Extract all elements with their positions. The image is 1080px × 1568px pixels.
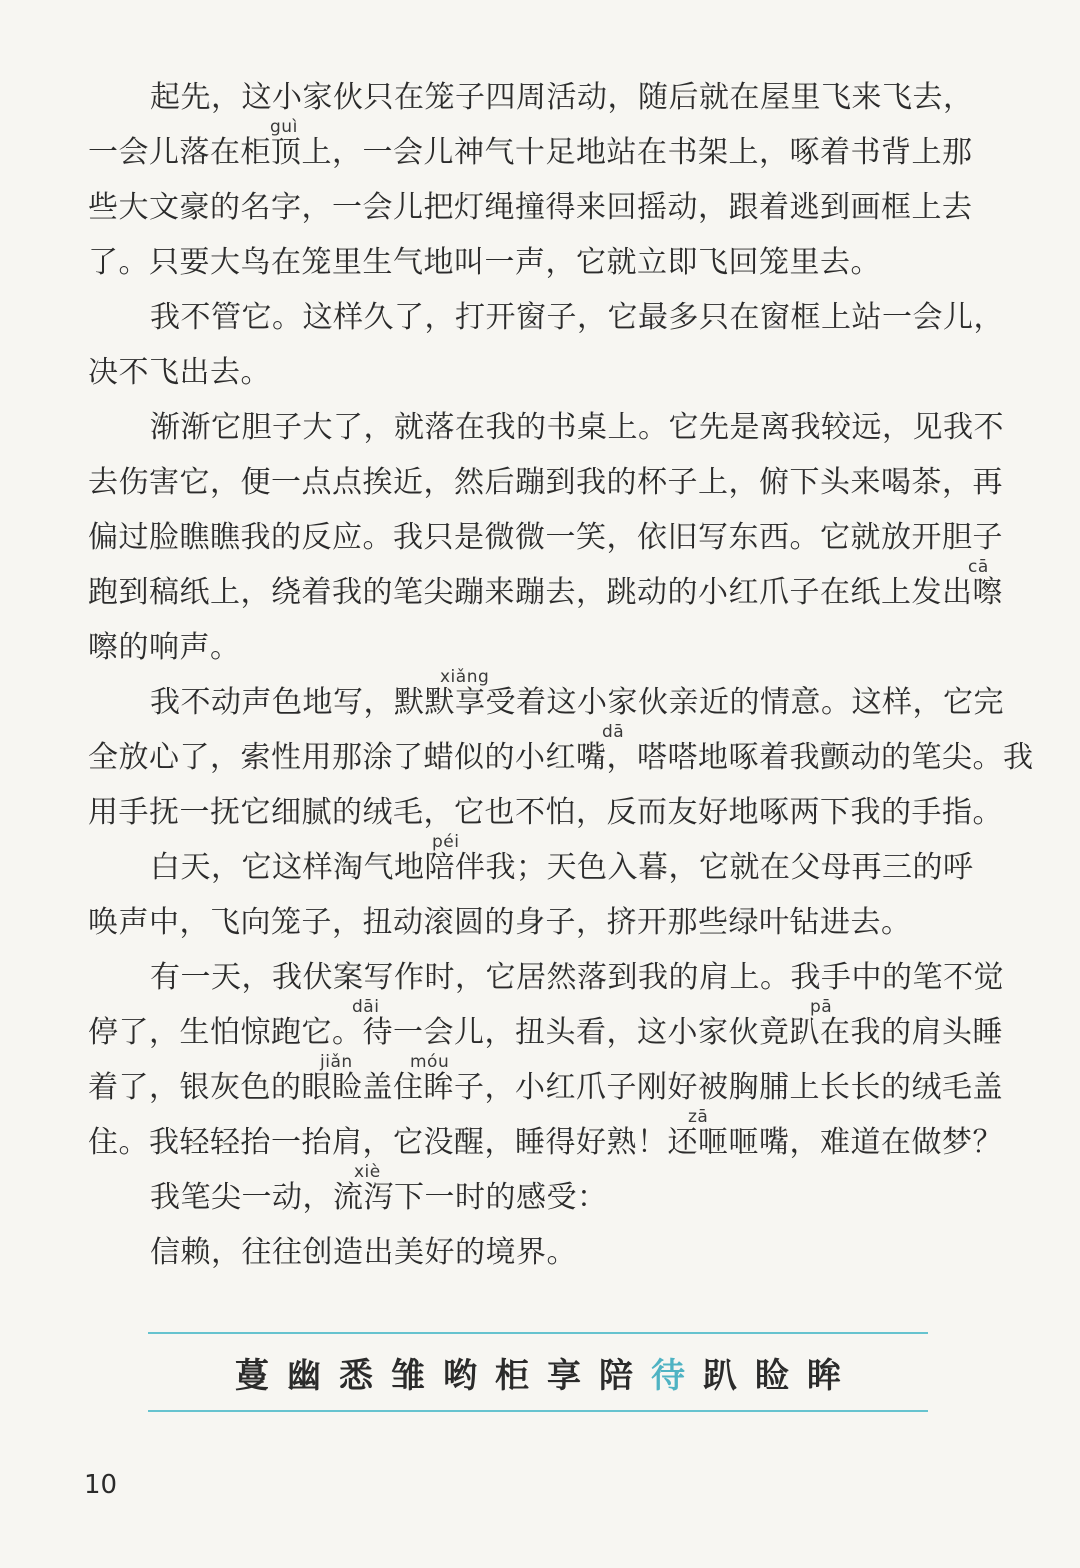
vocab-character: 雏 [391,1355,425,1396]
text-line [88,667,1004,730]
new-characters-box [148,1332,928,1412]
vocab-character: 柜 [495,1355,529,1396]
pinyin-annotation: pā [810,997,833,1017]
pinyin-annotation: cā [968,557,989,577]
vocab-character: 趴 [703,1355,737,1396]
vocab-character: 睑 [755,1355,789,1396]
line-text: 一会儿落在柜顶上，一会儿神气十足地站在书架上，啄着书背上那 [88,135,973,170]
line-text: 信赖，往往创造出美好的境界。 [150,1235,577,1270]
line-text: 用手抚一抚它细腻的绒毛，它也不怕，反而友好地啄两下我的手指。 [88,795,1003,830]
text-line [88,345,998,400]
text-line [88,70,998,125]
line-text: 全放心了，索性用那涂了蜡似的小红嘴，嗒嗒地啄着我颤动的笔尖。我 [88,740,1034,775]
line-text: 渐渐它胆子大了，就落在我的书桌上。它先是离我较远，见我不 [150,410,1004,445]
line-text: 起先，这小家伙只在笼子四周活动，随后就在屋里飞来飞去， [150,80,974,115]
line-text: 我不动声色地写，默默享受着这小家伙亲近的情意。这样，它完 [150,685,1004,720]
text-line [88,1162,998,1225]
text-line [88,895,998,950]
vocab-character: 享 [547,1355,581,1396]
line-text: 住。我轻轻抬一抬肩，它没醒，睡得好熟！还咂咂嘴，难道在做梦？ [88,1125,1003,1160]
text-line [88,290,1004,345]
vocab-character: 悉 [339,1355,373,1396]
text-line [88,235,998,290]
line-text: 些大文豪的名字，一会儿把灯绳撞得来回摇动，跟着逃到画框上去 [88,190,973,225]
pinyin-annotation: jiǎn [320,1052,353,1072]
pinyin-annotation: xiǎng [440,667,490,687]
line-text: 我笔尖一动，流泻下一时的感受： [150,1180,608,1215]
line-text: 决不飞出去。 [88,355,271,390]
pinyin-annotation: dā [602,722,625,742]
text-line [88,1052,1003,1115]
vocab-character: 幽 [287,1355,321,1396]
vocab-character: 眸 [807,1355,841,1396]
pinyin-annotation: péi [432,832,460,852]
text-line [88,950,1004,1005]
text-line [88,785,1003,840]
text-line [88,832,998,895]
line-text: 了。只要大鸟在笼里生气地叫一声，它就立即飞回笼里去。 [88,245,881,280]
line-text: 着了，银灰色的眼睑盖住眸子，小红爪子刚好被胸脯上长长的绒毛盖 [88,1070,1003,1105]
text-line [88,1225,998,1280]
pinyin-annotation: guì [270,117,298,137]
text-line [88,400,1004,455]
line-text: 白天，它这样淘气地陪伴我；天色入暮，它就在父母再三的呼 [150,850,974,885]
vocab-character: 蔓 [235,1355,269,1396]
text-line [88,180,998,235]
text-line [88,997,1003,1060]
story-text [88,70,1034,1280]
line-text: 偏过脸瞧瞧我的反应。我只是微微一笑，依旧写东西。它就放开胆子 [88,520,1003,555]
line-text: 嚓的响声。 [88,630,241,665]
text-line [88,620,998,675]
vocab-character: 陪 [599,1355,633,1396]
line-text: 有一天，我伏案写作时，它居然落到我的肩上。我手中的笔不觉 [150,960,1004,995]
text-line [88,510,1003,565]
line-text: 停了，生怕惊跑它。待一会儿，扭头看，这小家伙竟趴在我的肩头睡 [88,1015,1003,1050]
text-line [88,117,998,180]
line-text: 我不管它。这样久了，打开窗子，它最多只在窗框上站一会儿， [150,300,1004,335]
page-number: 10 [84,1470,118,1500]
line-text: 唤声中，飞向笼子，扭动滚圆的身子，挤开那些绿叶钻进去。 [88,905,912,940]
text-line [88,1107,1003,1170]
line-text: 去伤害它，便一点点挨近，然后蹦到我的杯子上，俯下头来喝茶，再 [88,465,1003,500]
pinyin-annotation: dāi [352,997,380,1017]
vocab-character: 哟 [443,1355,477,1396]
pinyin-annotation: xiè [354,1162,381,1182]
pinyin-annotation: móu [410,1052,450,1072]
vocab-character: 待 [651,1355,685,1396]
text-line [88,455,1003,510]
text-line [88,722,1034,785]
text-line [88,557,1003,620]
pinyin-annotation: zā [688,1107,709,1127]
line-text: 跑到稿纸上，绕着我的笔尖蹦来蹦去，跳动的小红爪子在纸上发出嚓 [88,575,1003,610]
